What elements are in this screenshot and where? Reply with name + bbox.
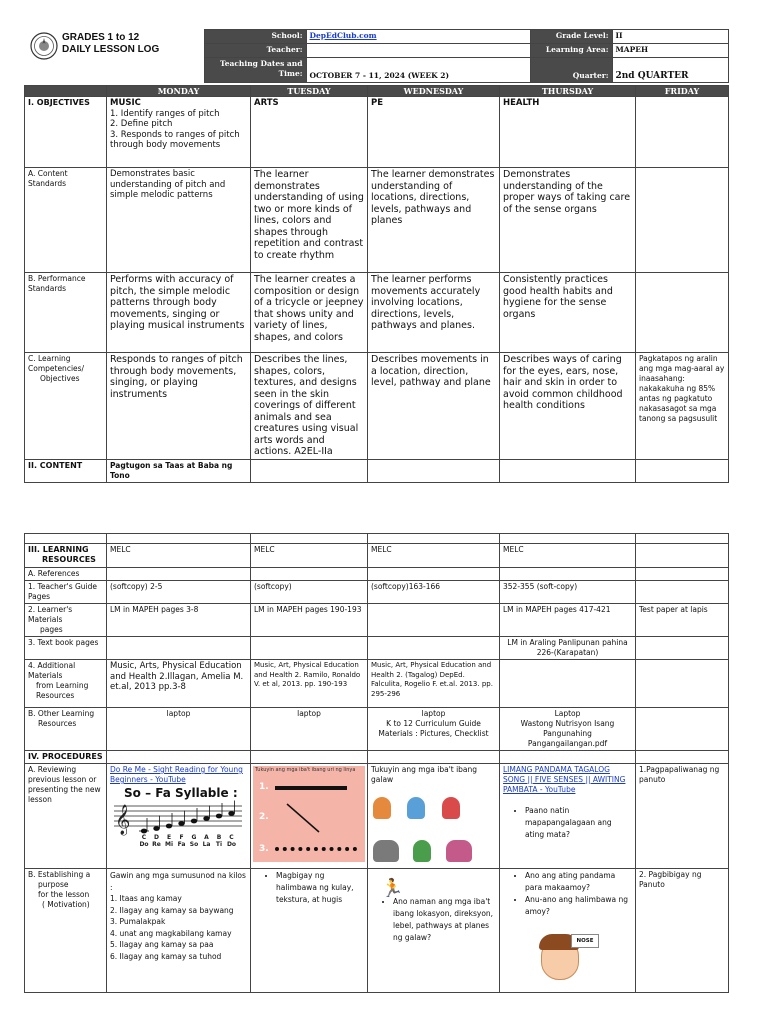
movement-pictures (371, 795, 496, 867)
note-syllable: La (202, 841, 211, 848)
note-head (203, 816, 209, 821)
quarter-value: 2nd QUARTER (612, 58, 728, 83)
day-thursday: THURSDAY (500, 86, 636, 97)
day-tuesday: TUESDAY (251, 86, 368, 97)
note-head (216, 814, 222, 819)
day-corner (25, 86, 107, 97)
objectives-table (24, 85, 729, 483)
grade-label: Grade Level: (530, 30, 612, 44)
add-tue: Music, Art, Physical Education and Health 2. Ramilo, Ronaldo V. et al, 2013. pp. 190-193 (251, 660, 368, 708)
note-head (228, 811, 234, 816)
add-label-2: from Learning Resources (36, 681, 89, 700)
content-standards-tue: The learner demonstrates understanding of using two or more kinds of lines, colors and shapes through repetition and contrast to create rhythm (251, 168, 368, 273)
running-kid-icon (413, 840, 431, 862)
review-tue (251, 764, 368, 869)
music-item: 2. Define pitch (110, 119, 173, 129)
other-tue: laptop (251, 708, 368, 751)
solfa-image (110, 788, 247, 851)
other-label-2: Resources (38, 719, 77, 728)
title-line-2: DAILY LESSON LOG (62, 43, 160, 55)
teacher-value (306, 44, 530, 58)
review-label-line: lesson (28, 795, 52, 804)
performance-standards-thu: Consistently practices good health habits and hygiene for the sense organs (500, 273, 636, 353)
other-wed (368, 708, 500, 751)
lm-thu: LM in MAPEH pages 417-421 (500, 604, 636, 637)
add-mon: Music, Arts, Physical Education and Health 2.Illagan, Amelia M. et.al, 2013 pp.3-8 (107, 660, 251, 708)
note-letter: D (154, 834, 159, 841)
performance-standards-tue: The learner creates a composition or design of a tricycle or jeepney that shows unity and variety of lines, shapes, and colors (251, 273, 368, 353)
purpose-mon-intro: Gawin ang mga sumusunod na kilos : (110, 871, 246, 892)
note-letter: B (216, 834, 222, 841)
quarter-label: Quarter: (530, 58, 612, 83)
note-syllable: Do (226, 841, 237, 848)
music-item: 1. Identify ranges of pitch (110, 108, 220, 119)
note-letter: A (204, 834, 209, 841)
competencies-tue: Describes the lines, shapes, colors, textures, and designs seen in the skin coverings of different animals and sea creatures using visual arts words and actions. A2EL-IIa (251, 353, 368, 460)
note-syllable: So (189, 841, 199, 848)
review-thu-question: • Paano natin mapapangalagaan ang ating mata? (525, 805, 632, 841)
content-mon: Pagtugon sa Taas at Baba ng Tono (107, 459, 251, 482)
objectives-label: I. OBJECTIVES (25, 97, 107, 168)
purpose-label-line: for the lesson (38, 890, 90, 899)
purpose-tue (251, 869, 368, 993)
melc-wed: MELC (368, 544, 500, 568)
dates-value: OCTOBER 7 - 11, 2024 (WEEK 2) (306, 58, 530, 83)
melc-mon: MELC (107, 544, 251, 568)
purpose-fri: 2. Pagbibigay ng Panuto (636, 869, 729, 993)
purpose-label-line: purpose (38, 880, 69, 889)
dancing-kids-icon (373, 797, 391, 819)
note-head (166, 824, 172, 829)
review-wed-text: Tukuyin ang mga iba't ibang galaw (371, 765, 478, 784)
additional-materials-label (25, 660, 107, 708)
competencies-label (25, 353, 107, 460)
note-syllable: Mi (164, 841, 174, 848)
competencies-wed: Describes movements in a location, direction, level, pathway and plane (368, 353, 500, 460)
lines-panel (253, 766, 365, 862)
lm-mon: LM in MAPEH pages 3-8 (107, 604, 251, 637)
purpose-mon-item: 5. Ilagay ang kamay sa paa (110, 940, 214, 949)
purpose-mon-item: 6. Ilagay ang kamay sa tuhod (110, 951, 222, 961)
other-thu-line: Wastong Nutrisyon Isang (520, 719, 615, 728)
note-letter: E (166, 834, 172, 841)
content-label: II. CONTENT (25, 459, 107, 482)
day-monday: MONDAY (107, 86, 251, 97)
lines-caption: Tukuyin ang mga iba't ibang uri ng linya (255, 767, 356, 773)
grade-value: II (612, 30, 728, 44)
lm-label-2: pages (40, 625, 63, 634)
purpose-wed (368, 869, 500, 993)
school-label: School: (204, 30, 306, 44)
objectives-health: HEALTH (500, 97, 636, 168)
tb-thu: LM in Araling Panlipunan pahina 226-(Karapatan) (500, 637, 636, 660)
performance-standards-label: B. Performance Standards (25, 273, 107, 353)
deped-seal-icon (30, 32, 58, 60)
purpose-mon (107, 869, 251, 993)
tg-thu: 352-355 (soft-copy) (500, 581, 636, 604)
note-syllable: Do (139, 841, 149, 848)
content-standards-thu: Demonstrates understanding of the proper ways of taking care of the sense organs (500, 168, 636, 273)
other-wed-line: Materials : Pictures, Checklist (378, 729, 489, 738)
review-thu (500, 764, 636, 869)
purpose-mon-item: 4. unat ang magkabilang kamay (110, 928, 232, 938)
music-title: MUSIC (110, 98, 141, 108)
tg-tue: (softcopy) (251, 581, 368, 604)
lm-label-1: 2. Learner's Materials (28, 605, 73, 624)
other-mon: laptop (107, 708, 251, 751)
area-value: MAPEH (612, 44, 728, 58)
tg-wed: (softcopy)163-166 (368, 581, 500, 604)
competencies-thu: Describes ways of caring for the eyes, ears, nose, hair and skin in order to avoid common childhood health conditions (500, 353, 636, 460)
gym-photo-icon (373, 840, 399, 862)
note-letter: C (141, 834, 147, 841)
dotted-line-sample (275, 847, 357, 851)
performance-standards-wed: The learner performs movements accurately involving locations, directions, levels, pathways and planes. (368, 273, 500, 353)
note-letter: F (179, 834, 184, 841)
header-table (24, 29, 729, 83)
procedures-label: IV. PROCEDURES (25, 751, 107, 764)
textbook-label: 3. Text book pages (25, 637, 107, 660)
nose-illustration (537, 930, 597, 980)
tg-mon: (softcopy) 2-5 (107, 581, 251, 604)
teachers-guide-label: 1. Teacher's Guide Pages (25, 581, 107, 604)
note-head (153, 826, 159, 831)
jumping-kid-icon (442, 797, 460, 819)
purpose-wed-item: • Ano naman ang mga iba't ibang lokasyon, direksyon, lebel, pathways at planes ng galaw? (393, 896, 496, 944)
solfa-title: So – Fa Syllable : (124, 786, 238, 800)
resources-label-1: III. LEARNING (28, 545, 89, 554)
competencies-mon: Responds to ranges of pitch through body movements, singing, or playing instruments (107, 353, 251, 460)
competencies-fri: Pagkatapos ng aralin ang mga mag-aaral ay inaasahang: nakakakuha ng 85% antas ng pagkatuto nakasasagot sa mga tanong sa pagsusulit (636, 353, 729, 460)
note-head (178, 821, 184, 826)
other-thu-line: Pangunahing Pangangailangan.pdf (527, 729, 608, 748)
purpose-mon-item: 1. Itaas ang kamay (110, 894, 182, 903)
tg-fri (636, 581, 729, 604)
school-link[interactable]: DepEdClub.com (309, 31, 377, 40)
straight-line-sample (275, 786, 347, 790)
day-friday: FRIDAY (636, 86, 729, 97)
review-fri: 1.Pagpapaliwanag ng panuto (636, 764, 729, 869)
note-syllable: Ti (215, 841, 223, 848)
lm-tue: LM in MAPEH pages 190-193 (251, 604, 368, 637)
note-letter: C (229, 834, 234, 841)
review-label-line: presenting the new (28, 785, 101, 794)
purpose-thu-item: • Ano ang ating pandama para makaamoy? (525, 870, 632, 894)
purpose-thu (500, 869, 636, 993)
reviewing-label (25, 764, 107, 869)
area-label: Learning Area: (530, 44, 612, 58)
note-letter: G (191, 834, 197, 841)
content-standards-label: A. Content Standards (25, 168, 107, 273)
melc-tue: MELC (251, 544, 368, 568)
purpose-label-line: ( Motivation) (42, 900, 90, 909)
other-wed-line: K to 12 Curriculum Guide (386, 719, 481, 728)
competencies-label-2: Objectives (40, 374, 80, 383)
competencies-label-1: C. Learning Competencies/ (28, 354, 85, 373)
performance-standards-mon: Performs with accuracy of pitch, the simple melodic patterns through body movements, singing or playing musical instruments (107, 273, 251, 353)
music-item: 3. Responds to ranges of pitch through body movements (110, 129, 240, 150)
resources-table (24, 533, 729, 993)
note-syllable: Fa (177, 841, 186, 848)
review-label-line: previous lesson or (28, 775, 97, 784)
nose-label: NOSE (571, 934, 599, 948)
children-icon (407, 797, 425, 819)
note-syllable: Re (152, 841, 161, 848)
five-senses-song-link[interactable]: LIMANG PANDAMA TAGALOG SONG || FIVE SENSES || AWITING PAMBATA - YouTube (503, 765, 626, 794)
objectives-arts: ARTS (251, 97, 368, 168)
add-label-1: 4. Additional Materials (28, 661, 76, 680)
other-thu (500, 708, 636, 751)
add-wed: Music, Art, Physical Education and Health 2. (Tagalog) DepEd. Falculita, Rogelio F. et.al. 2013. pp. 295-296 (368, 660, 500, 708)
other-wed-line: laptop (421, 709, 446, 718)
purpose-mon-item: 2. Ilagay ang kamay sa baywang (110, 905, 234, 915)
purpose-mon-item: 3. Pumalakpak (110, 917, 166, 926)
content-standards-mon: Demonstrates basic understanding of pitch and simple melodic patterns (107, 168, 251, 273)
other-label-1: B. Other Learning (28, 709, 95, 718)
dates-label: Teaching Dates and Time: (204, 58, 306, 83)
svg-text:𝄞: 𝄞 (115, 805, 131, 835)
objectives-pe: PE (368, 97, 500, 168)
review-mon (107, 764, 251, 869)
review-wed (368, 764, 500, 869)
purpose-label (25, 869, 107, 993)
purpose-tue-item: • Magbigay ng halimbawa ng kulay, tekstura, at hugis (276, 870, 364, 906)
lm-fri: Test paper at lapis (636, 604, 729, 637)
other-thu-line: Laptop (554, 709, 581, 718)
do-re-me-video-link[interactable]: Do Re Me - Sight Reading for Young Beginners - YouTube (110, 765, 243, 784)
title-block (24, 30, 204, 83)
melc-thu: MELC (500, 544, 636, 568)
purpose-label-line: B. Establishing a (28, 870, 91, 879)
resources-label-2: RESOURCES (42, 555, 96, 564)
group-play-icon (446, 840, 472, 862)
other-resources-label (25, 708, 107, 751)
content-standards-wed: The learner demonstrates understanding of locations, directions, levels, pathways and planes (368, 168, 500, 273)
objectives-mon (107, 97, 251, 168)
resources-label (25, 544, 107, 568)
note-head (191, 819, 197, 824)
teacher-label: Teacher: (204, 44, 306, 58)
line-num-1: 1. (259, 782, 269, 792)
diagonal-line-sample (283, 802, 323, 836)
running-figure-icon: 🏃 (381, 878, 404, 899)
learners-materials-label (25, 604, 107, 637)
day-wednesday: WEDNESDAY (368, 86, 500, 97)
title-line-1: GRADES 1 to 12 (62, 31, 140, 43)
line-num-2: 2. (259, 812, 269, 822)
references-label: A. References (25, 568, 107, 581)
purpose-thu-item: • Anu-ano ang halimbawa ng amoy? (525, 894, 632, 918)
review-label-line: A. Reviewing (28, 765, 77, 774)
lm-wed (368, 604, 500, 637)
line-num-3: 3. (259, 844, 269, 854)
music-staff-icon (110, 798, 246, 848)
